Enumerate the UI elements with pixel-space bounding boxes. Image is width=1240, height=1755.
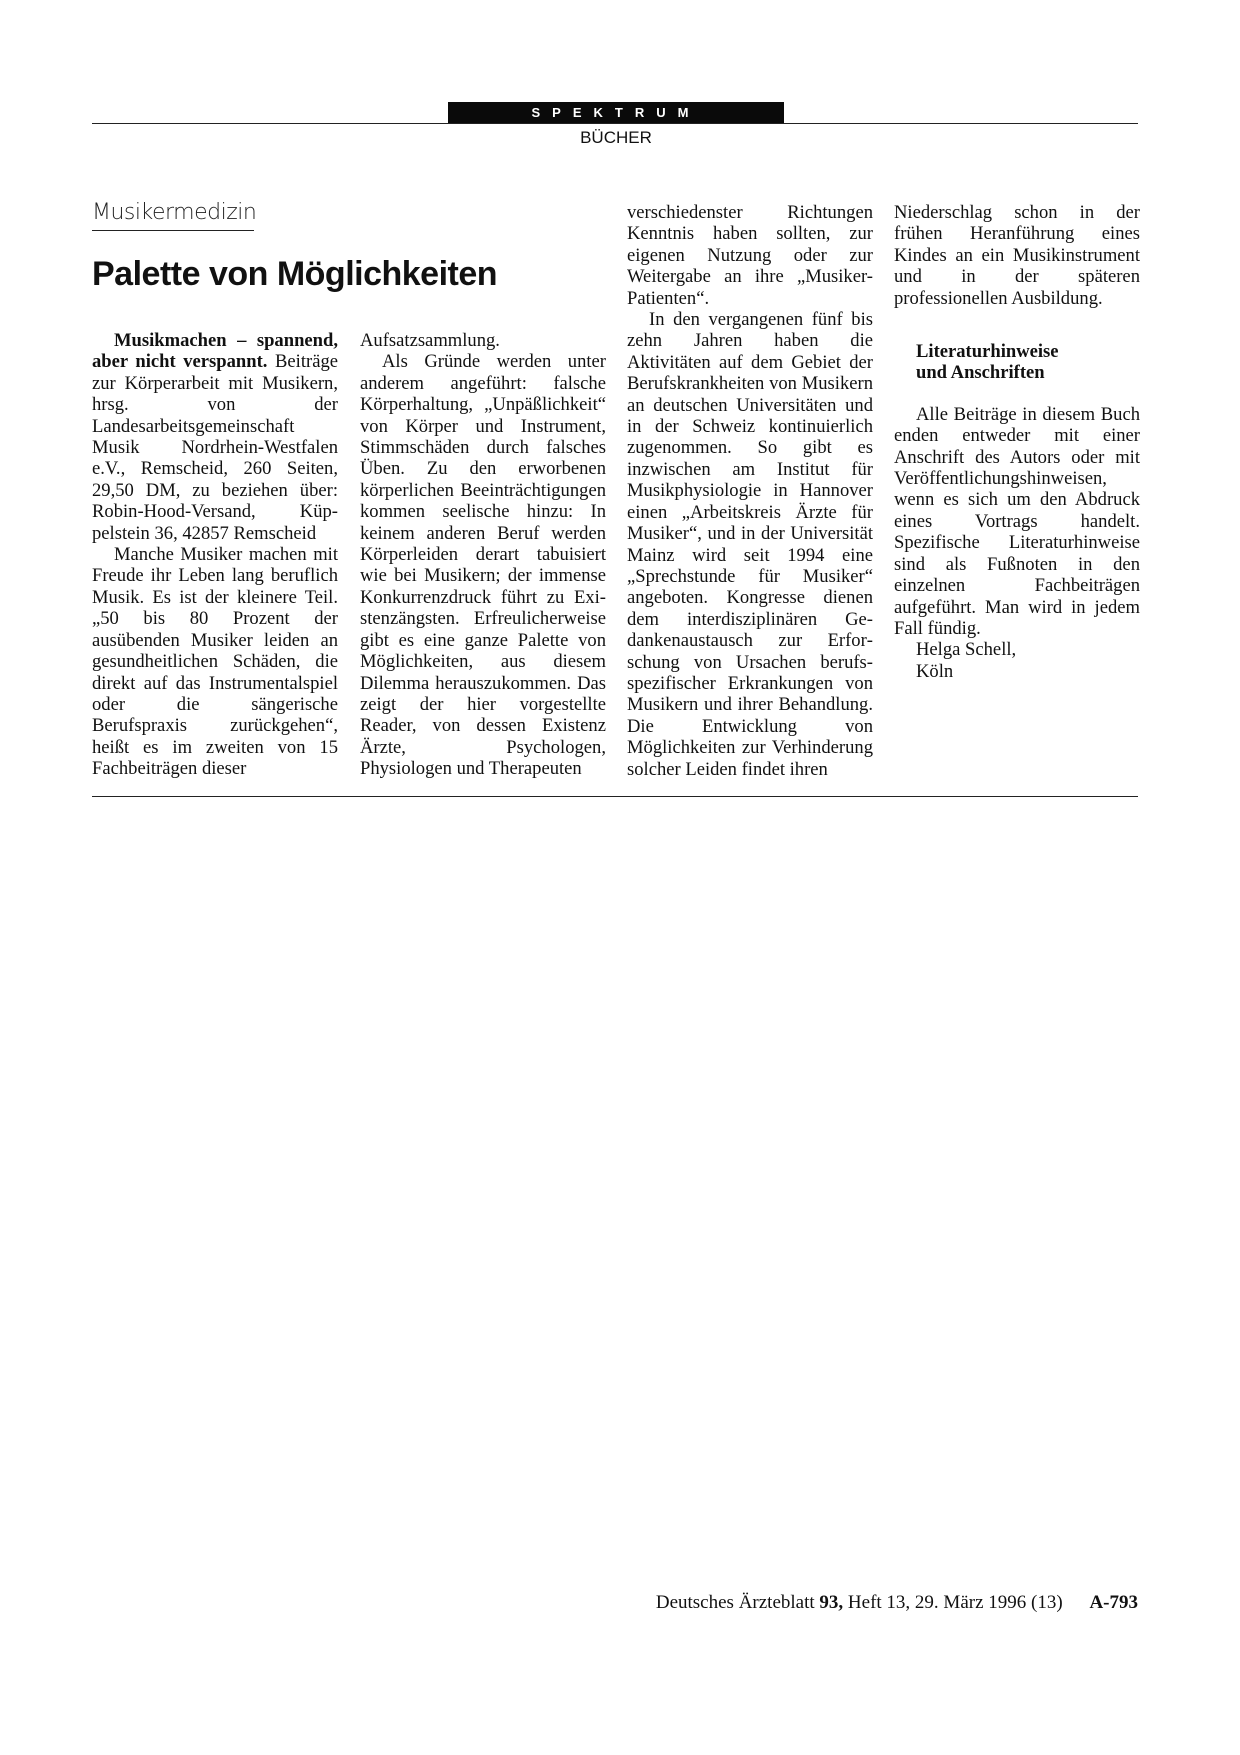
journal-volume: 93, <box>819 1592 844 1613</box>
literature-heading-line: Literaturhinweise <box>916 341 1059 363</box>
literature-paragraph: Alle Beiträge in diesem Buch enden entweder mit einer Anschrift des Autors oder mit Veröffentlichungshinweisen, wenn es sich um den Abdruck eines Vortrags handelt. Spezifische Literaturhinweise sind als Fußnoten in den einzelnen Fachbeiträgen aufgeführt. Man wird in jedem Fall fündig. <box>894 403 1140 639</box>
author-city: Köln <box>916 660 954 682</box>
page-footer <box>620 1592 1138 1614</box>
article-column-1 <box>92 330 338 780</box>
book-reference <box>92 330 338 544</box>
literature-heading-line: und Anschriften <box>916 362 1045 384</box>
page-number: A-793 <box>1089 1592 1138 1613</box>
article-paragraph: Als Gründe werden unter anderem angeführt: falsche Körperhaltung, „Unpäßlichkeit“ von Körper und Instrument, Stimmschäden durch falsches Üben. Zu den erworbenen körperlichen Beeinträchtigungen kommen seelische hinzu: In keinem anderen Beruf werden Körperleiden derart tabuisiert wie bei Musikern; der immense Konkurrenzdruck führt zu Existenzängsten. Erfreulicherweise gibt es eine ganze Palette von Möglichkeiten, aus diesem Dilemma herauszukommen. Das zeigt der hier vorgestellte Reader, von dessen Existenz Ärzte, Psychologen, Physiologen und Therapeuten <box>360 351 606 780</box>
book-title: Musikmachen – spannend, aber nicht verspannt. <box>92 330 338 373</box>
author-name: Helga Schell, <box>916 639 1017 661</box>
journal-name: Deutsches Ärzteblatt <box>655 1592 815 1613</box>
article-paragraph: In den vergangenen fünf bis zehn Jahren haben die Aktivitäten auf dem Gebiet der Berufskrankheiten von Musikern an deutschen Universitäten und in der Schweiz kontinuierlich zugenommen. So gibt es inzwischen am Institut für Musikphysiologie in Hannover einen „Arbeitskreis Ärzte für Musiker“, und in der Universität Mainz wird seit 1994 eine „Sprechstunde für Musiker“ angeboten. Kongresse dienen dem interdisziplinären Gedankenaustausch zur Erforschung von Ursachen berufsspezifischer Erkrankungen von Musikern und ihrer Behandlung. Die Entwicklung von Möglichkeiten zur Verhinderung solcher Leiden findet ihren <box>627 309 873 780</box>
article-paragraph: Niederschlag schon in der frühen Heranführung eines Kindes an ein Musikinstrument und in der späteren professionellen Ausbildung. <box>894 202 1140 309</box>
article-paragraph: Manche Musiker machen mit Freude ihr Leben lang beruflich Musik. Es ist der kleinere Teil. „50 bis 80 Prozent der ausübenden Musiker leiden an gesundheitlichen Schäden, die direkt auf das Instrumentalspiel oder die sängerische Berufspraxis zurückgehen“, heißt es im zweiten von 15 Fachbeiträgen dieser <box>92 544 338 780</box>
issue-info: Heft 13, 29. März 1996 (13) <box>847 1592 1063 1613</box>
article-rubric: Musikermedizin <box>92 200 254 231</box>
article-column-4 <box>894 202 1140 682</box>
section-label: BÜCHER <box>580 128 652 147</box>
section-banner: SPEKTRUM <box>448 102 784 123</box>
article-column-3 <box>627 202 873 780</box>
book-details: Beiträge zur Körperarbeit mit Musikern, hrsg. von der Landesarbeitsgemeinschaft Musik Nordrhein-Westfalen e.V., Remscheid, 260 Seiten, 29,50 DM, zu beziehen über: Robin-Hood-Versand, Küppelstein 36, 42857 Remscheid <box>92 351 338 544</box>
article-column-2 <box>360 330 606 780</box>
article-headline: Palette von Möglichkeiten <box>92 255 498 293</box>
literature-heading <box>894 341 1140 384</box>
article-end-rule <box>92 796 1138 797</box>
article-paragraph: verschiedenster Richtungen Kenntnis haben sollten, zur eigenen Nutzung oder zur Weitergabe an ihre „Musiker-Patienten“. <box>627 202 873 309</box>
header-rule <box>92 123 1138 124</box>
article-paragraph: Aufsatzsammlung. <box>360 330 500 351</box>
